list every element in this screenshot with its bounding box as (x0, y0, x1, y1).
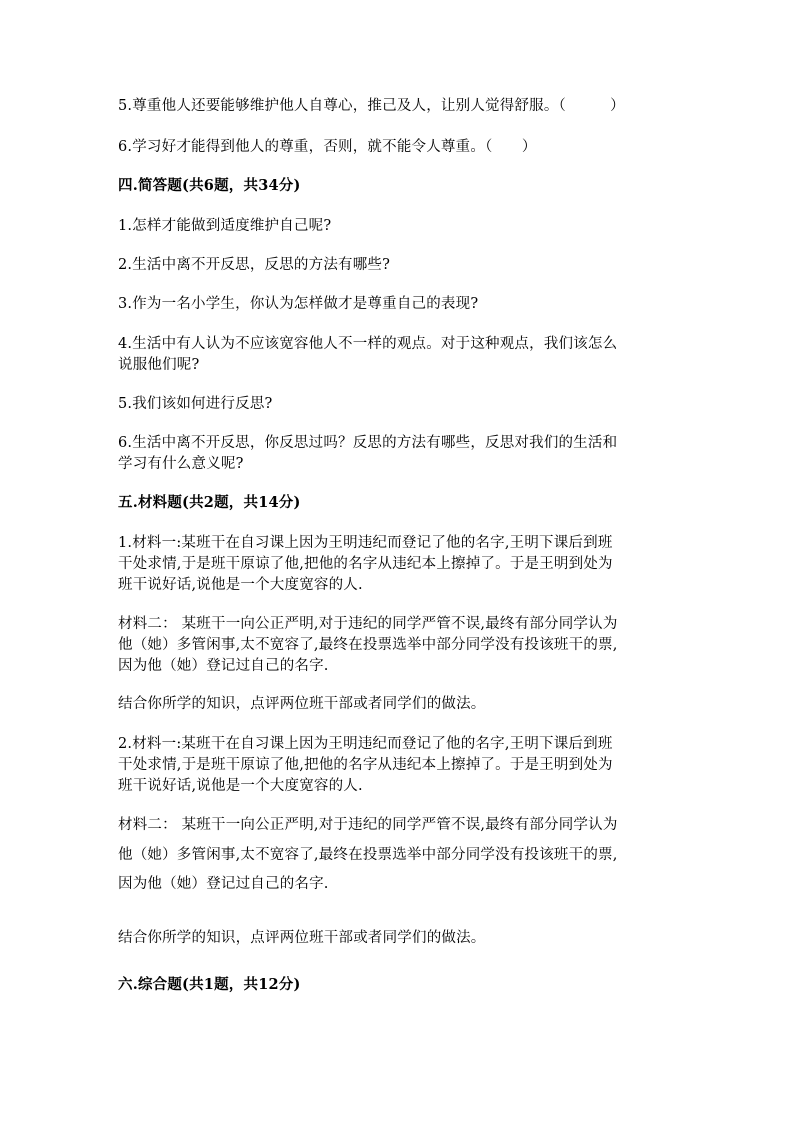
material-q2-m1-line-2: 干处求情,于是班干原谅了他,把他的名字从违纪本上擦掉了。于是王明到处为 (118, 757, 613, 773)
section-heading-comprehensive: 六.综合题(共1题，共12分) (118, 976, 301, 993)
material-q2-m2-line-3: 因为他（她）登记过自己的名字. (118, 876, 329, 892)
material-q1-m1-line-2: 干处求情,于是班干原谅了他,把他的名字从违纪本上擦掉了。于是王明到处为 (118, 556, 613, 572)
section-heading-short-answer: 四.简答题(共6题，共34分) (118, 177, 301, 194)
short-answer-question-6-line-2: 学习有什么意义呢? (118, 456, 244, 472)
section-heading-material: 五.材料题(共2题，共14分) (118, 494, 301, 511)
material-q2-m2-line-1: 材料二： 某班干一向公正严明,对于违纪的同学严管不误,最终有部分同学认为 (118, 817, 618, 833)
material-q2-m2-line-2: 他（她）多管闲事,太不宽容了,最终在投票选举中部分同学没有投该班干的票, (118, 847, 618, 863)
material-q1-prompt: 结合你所学的知识，点评两位班干部或者同学们的做法。 (118, 696, 486, 712)
short-answer-question-4-line-2: 说服他们呢? (118, 357, 200, 373)
short-answer-question-3: 3.作为一名小学生，你认为怎样做才是尊重自己的表现? (118, 296, 479, 312)
tf-question-5: 5.尊重他人还要能够维护他人自尊心，推己及人，让别人觉得舒服。（ ） (118, 98, 625, 114)
material-q1-m2-line-2: 他（她）多管闲事,太不宽容了,最终在投票选举中部分同学没有投该班干的票, (118, 637, 618, 653)
short-answer-question-4-line-1: 4.生活中有人认为不应该宽容他人不一样的观点。对于这种观点，我们该怎么 (118, 336, 618, 352)
short-answer-question-5: 5.我们该如何进行反思? (118, 396, 273, 412)
material-q2-m1-line-3: 班干说好话,说他是一个大度宽容的人. (118, 778, 363, 794)
tf-question-6: 6.学习好才能得到他人的尊重，否则，就不能令人尊重。（ ） (118, 139, 537, 155)
material-q1-m1-line-1: 1.材料一:某班干在自习课上因为王明违纪而登记了他的名字,王明下课后到班 (118, 535, 613, 551)
short-answer-question-2: 2.生活中离不开反思，反思的方法有哪些? (118, 257, 391, 273)
material-q2-prompt: 结合你所学的知识，点评两位班干部或者同学们的做法。 (118, 930, 486, 946)
material-q1-m1-line-3: 班干说好话,说他是一个大度宽容的人. (118, 577, 363, 593)
material-q2-m1-line-1: 2.材料一:某班干在自习课上因为王明违纪而登记了他的名字,王明下课后到班 (118, 736, 613, 752)
material-q1-m2-line-3: 因为他（她）登记过自己的名字. (118, 658, 329, 674)
short-answer-question-6-line-1: 6.生活中离不开反思，你反思过吗？反思的方法有哪些，反思对我们的生活和 (118, 435, 618, 451)
short-answer-question-1: 1.怎样才能做到适度维护自己呢? (118, 218, 332, 234)
material-q1-m2-line-1: 材料二： 某班干一向公正严明,对于违纪的同学严管不误,最终有部分同学认为 (118, 616, 618, 632)
